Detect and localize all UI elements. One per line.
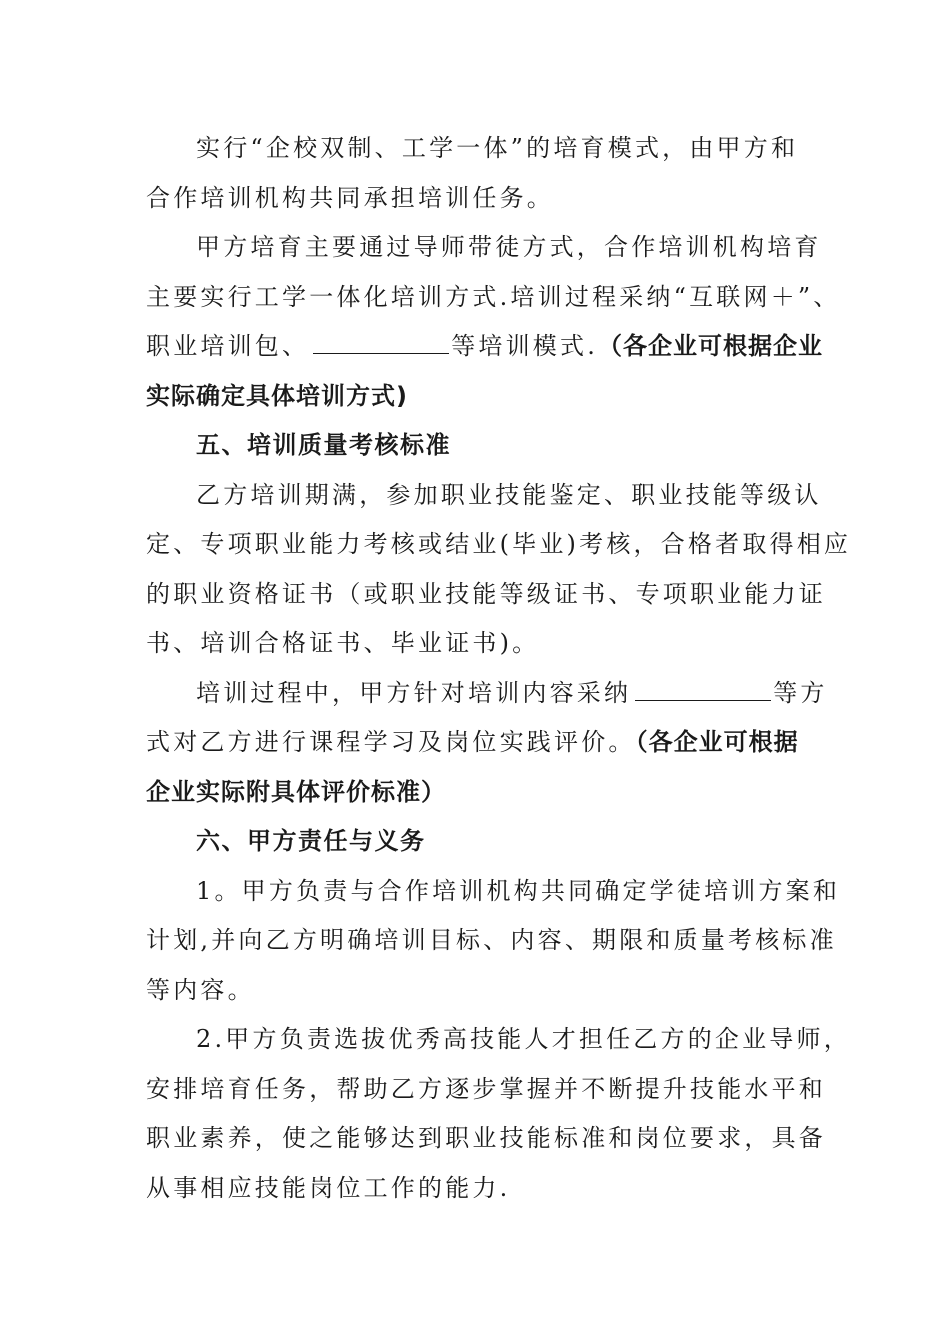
bold-note: （各企业可根据企业: [598, 332, 824, 360]
bold-note: （各企业可根据: [635, 728, 799, 756]
line-text: 职业培训包、: [146, 332, 310, 360]
line-text: 甲方培育主要通过导师带徒方式，合作培训机构培育: [196, 233, 822, 261]
paragraph-line: [146, 471, 822, 521]
line-text: 定、专项职业能力考核或结业(毕业)考核，合格者取得相应: [146, 530, 852, 558]
line-text: 计划,并向乙方明确培训目标、内容、期限和质量考核标准: [146, 926, 837, 954]
line-text: 等方: [773, 678, 828, 707]
bold-note: 实际确定具体培训方式): [146, 381, 408, 410]
paragraph-line: [146, 1164, 806, 1214]
paragraph-line: [146, 867, 841, 917]
paragraph-line: [146, 124, 806, 174]
line-text: 主要实行工学一体化培训方式.培训过程采纳“互联网＋”、: [146, 282, 841, 311]
paragraph-line: [146, 768, 806, 818]
line-text: 等内容。: [146, 975, 255, 1004]
paragraph-line: [146, 174, 806, 224]
paragraph-line: [146, 1065, 826, 1115]
line-text: 合作培训机构共同承担培训任务。: [146, 183, 554, 212]
paragraph-line: [146, 520, 852, 570]
paragraph-line: [146, 1114, 826, 1164]
line-text: 乙方培训期满，参加职业技能鉴定、职业技能等级认: [196, 480, 822, 509]
line-text: 安排培育任务，帮助乙方逐步掌握并不断提升技能水平和: [146, 1074, 826, 1103]
section-heading: [146, 817, 806, 867]
paragraph-line: [146, 916, 837, 966]
section-heading: [146, 421, 806, 471]
paragraph-line: [146, 372, 806, 422]
line-text: 培训过程中，甲方针对培训内容采纳: [196, 678, 632, 707]
line-text: 职业素养，使之能够达到职业技能标准和岗位要求，具备: [146, 1124, 826, 1152]
paragraph-line: [146, 1015, 851, 1065]
paragraph-line: [146, 718, 806, 768]
fill-in-blank: [635, 676, 771, 701]
document-page: [146, 124, 852, 1213]
paragraph-line: [146, 966, 806, 1016]
paragraph-line: [146, 619, 806, 669]
line-text: 式对乙方进行课程学习及岗位实践评价。: [146, 728, 636, 756]
paragraph-line: [146, 322, 824, 372]
paragraph-line: [146, 273, 841, 323]
line-text: 1。甲方负责与合作培训机构共同确定学徒培训方案和: [196, 876, 841, 905]
line-text: 等培训模式.: [451, 332, 599, 360]
line-text: 的职业资格证书（或职业技能等级证书、专项职业能力证: [146, 579, 826, 608]
line-text: 书、培训合格证书、毕业证书)。: [146, 629, 540, 657]
heading-text: 五、培训质量考核标准: [196, 431, 451, 459]
heading-text: 六、甲方责任与义务: [196, 827, 426, 855]
bold-note: 企业实际附具体评价标准）: [146, 777, 446, 806]
paragraph-line: [146, 223, 822, 273]
paragraph-line: [146, 570, 826, 620]
line-text: 实行“企校双制、工学一体”的培育模式，由甲方和: [196, 134, 799, 162]
fill-in-blank: [313, 329, 449, 354]
line-text: 从事相应技能岗位工作的能力.: [146, 1173, 511, 1202]
line-text: 2.甲方负责选拔优秀高技能人才担任乙方的企业导师，: [196, 1025, 851, 1053]
paragraph-line: [146, 669, 828, 719]
